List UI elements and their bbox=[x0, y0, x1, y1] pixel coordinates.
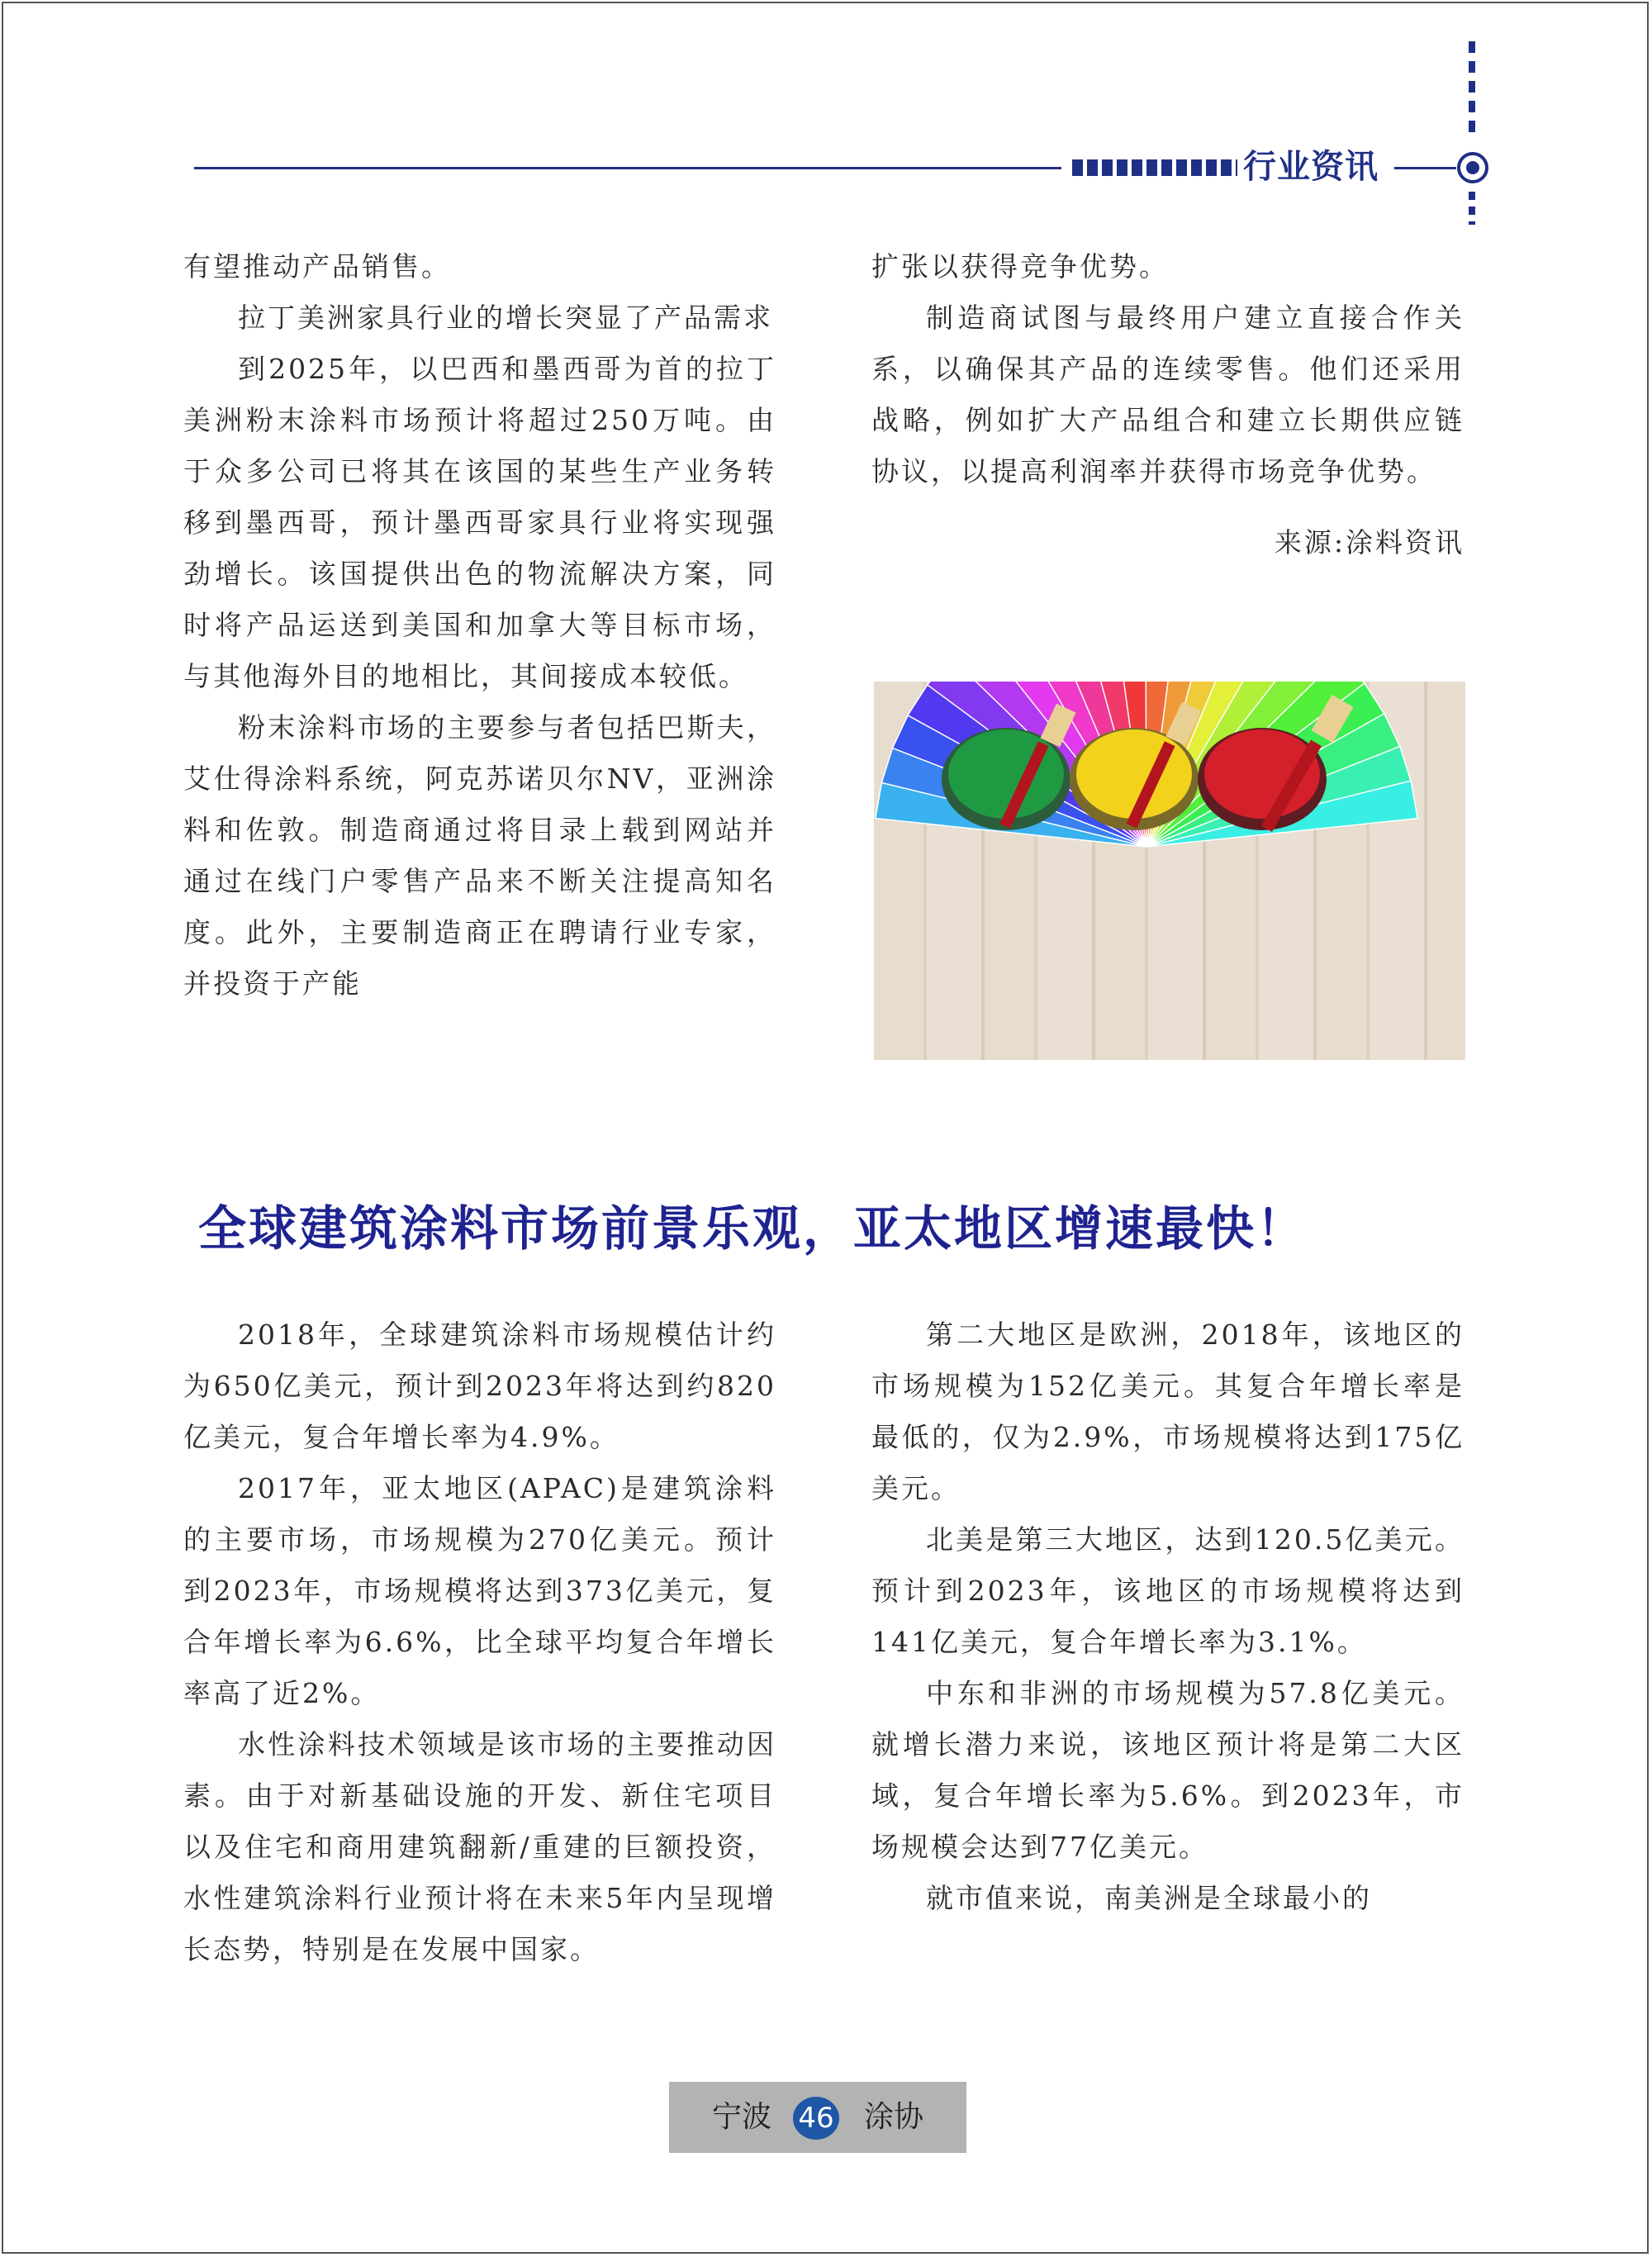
paragraph: 到2025年，以巴西和墨西哥为首的拉丁美洲粉末涂料市场预计将超过250万吨。由于众多公司已将其在该国的某些生产业务转移到墨西哥，预计墨西哥家具行业将实现强劲增长。该国提供出色的物流解决方案，同时将产品运送到美国和加拿大等目标市场，与其他海外目的地相比，其间接成本较低。 bbox=[183, 353, 776, 692]
vertical-dash-decoration-bottom bbox=[1469, 192, 1475, 225]
header-rule-right bbox=[1394, 167, 1456, 169]
paragraph: 水性涂料技术领域是该市场的主要推动因素。由于对新基础设施的开发、新住宅项目以及住宅和商用建筑翻新/重建的巨额投资，水性建筑涂料行业预计将在未来5年内呈现增长态势，特别是在发展中国家。 bbox=[183, 1728, 776, 1965]
section-title: 行业资讯 bbox=[1243, 148, 1379, 186]
footer-left-text: 宁波 bbox=[712, 2100, 772, 2134]
paragraph: 有望推动产品销售。 bbox=[183, 250, 451, 283]
paragraph: 2018年，全球建筑涂料市场规模估计约为650亿美元，预计到2023年将达到约820亿美元，复合年增长率为4.9%。 bbox=[183, 1319, 776, 1453]
paint-can-red bbox=[1198, 728, 1327, 830]
page-footer bbox=[669, 2082, 966, 2153]
target-icon bbox=[1457, 152, 1488, 183]
paragraph: 扩张以获得竞争优势。 bbox=[871, 250, 1169, 283]
paragraph: 粉末涂料市场的主要参与者包括巴斯夫，艾仕得涂料系统，阿克苏诺贝尔NV，亚洲涂料和佐敦。制造商通过将目录上载到网站并通过在线门户零售产品来不断关注提高知名度。此外，主要制造商正在聘请行业专家，并投资于产能 bbox=[183, 711, 776, 1000]
paragraph: 北美是第三大地区，达到120.5亿美元。预计到2023年，该地区的市场规模将达到141亿美元，复合年增长率为3.1%。 bbox=[871, 1523, 1464, 1658]
paragraph: 2017年，亚太地区(APAC)是建筑涂料的主要市场，市场规模为270亿美元。预计到2023年，市场规模将达到373亿美元，复合年增长率为6.6%，比全球平均复合年增长率高了近2%。 bbox=[183, 1472, 776, 1709]
article-headline: 全球建筑涂料市场前景乐观，亚太地区增速最快！ bbox=[198, 1200, 1308, 1257]
vertical-dash-decoration-top bbox=[1469, 41, 1475, 140]
article1-right-column bbox=[871, 241, 1464, 568]
article2-left-column bbox=[183, 1309, 776, 1975]
paragraph: 中东和非洲的市场规模为57.8亿美元。就增长潜力来说，该地区预计将是第二大区域，复合年增长率为5.6%。到2023年，市场规模会达到77亿美元。 bbox=[871, 1677, 1464, 1863]
footer-right-text: 涂协 bbox=[864, 2100, 924, 2134]
header-rule bbox=[194, 167, 1061, 169]
article1-left-column bbox=[183, 241, 776, 1010]
paragraph: 就市值来说，南美洲是全球最小的 bbox=[926, 1882, 1372, 1914]
header-dash-decoration bbox=[1072, 159, 1237, 176]
source-credit: 来源:涂料资讯 bbox=[1274, 526, 1464, 558]
page-number-badge: 46 bbox=[793, 2097, 839, 2140]
paragraph: 第二大地区是欧洲，2018年，该地区的市场规模为152亿美元。其复合年增长率是最低的，仅为2.9%，市场规模将达到175亿美元。 bbox=[871, 1319, 1464, 1504]
paint-illustration bbox=[874, 682, 1465, 1060]
article2-right-column bbox=[871, 1309, 1464, 1924]
paragraph: 拉丁美洲家具行业的增长突显了产品需求 bbox=[238, 302, 773, 334]
paint-cans-color-fan-image bbox=[874, 682, 1465, 1060]
paragraph: 制造商试图与最终用户建立直接合作关系，以确保其产品的连续零售。他们还采用战略，例如扩大产品组合和建立长期供应链协议，以提高利润率并获得市场竞争优势。 bbox=[871, 302, 1464, 487]
